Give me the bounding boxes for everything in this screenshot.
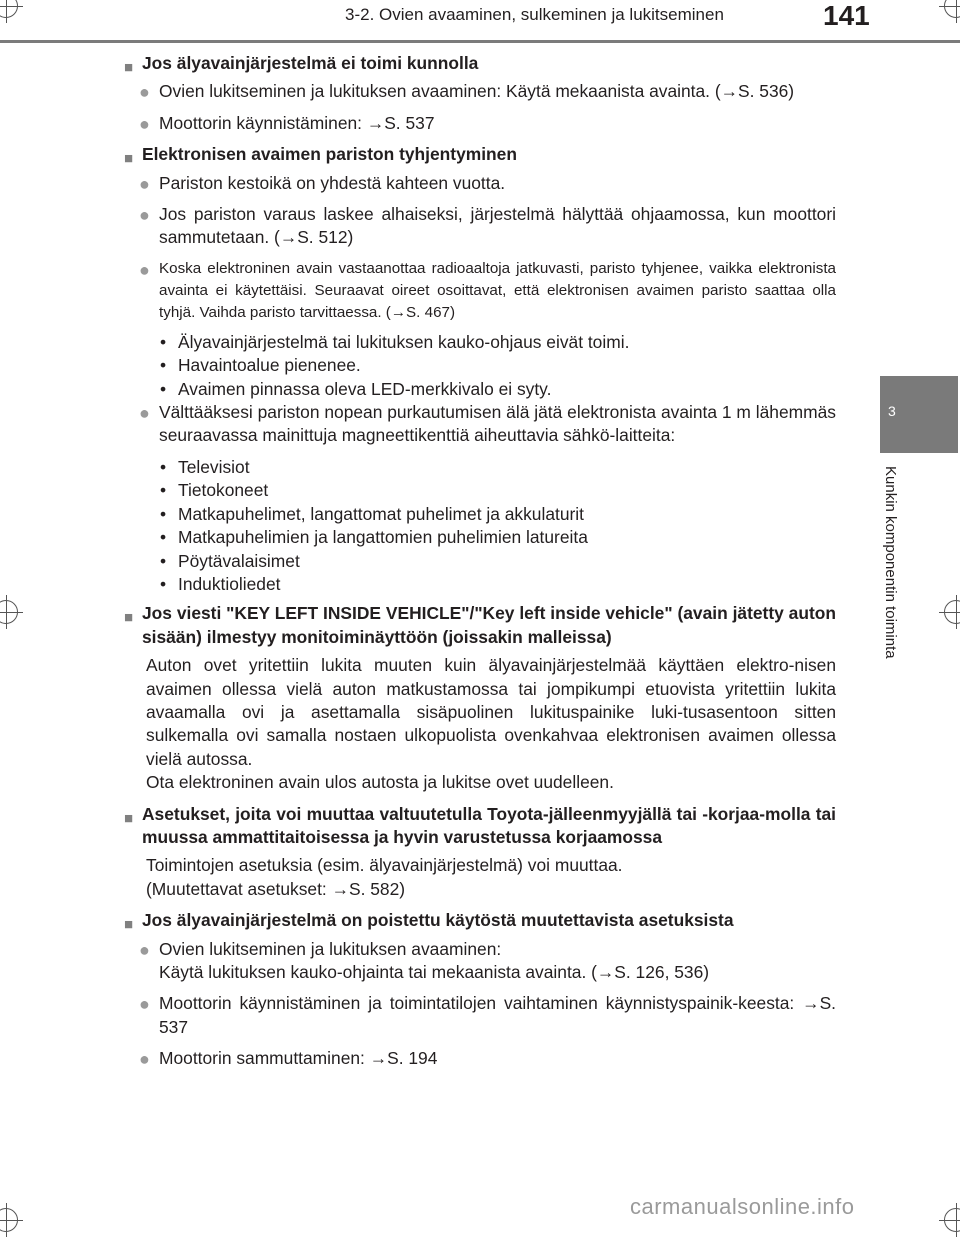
- paragraph: (Muutettavat asetukset: →S. 582): [146, 878, 406, 899]
- section-heading: ■ Jos älyavainjärjestelmä ei toimi kunnolla: [118, 52, 836, 75]
- round-bullet-icon: ●: [139, 113, 150, 134]
- list-item: ● Ovien lukitseminen ja lukituksen avaaminen: Käytä mekaanista avainta. (→S. 536): [118, 80, 836, 103]
- registration-mark-top-right: [944, 0, 960, 18]
- list-item: ● Välttääksesi pariston nopean purkautumisen älä jätä elektronista avainta 1 m lähemmäs seuraavassa mainittuja magneettikenttiä aiheuttavia sähkö-laitteita:: [139, 402, 836, 446]
- small-bullet-icon: •: [160, 503, 167, 524]
- device-item: • Pöytävalaisimet: [118, 550, 836, 573]
- registration-mark-top-left: [0, 0, 18, 18]
- small-bullet-icon: •: [160, 573, 167, 594]
- paragraph: Ota elektroninen avain ulos autosta ja lukitse ovet uudelleen.: [146, 772, 614, 793]
- chapter-number: 3: [888, 403, 896, 419]
- square-bullet-icon: ■: [124, 609, 134, 627]
- section-heading: ■ Jos älyavainjärjestelmä on poistettu käytöstä muutettavista asetuksista: [118, 909, 836, 932]
- small-bullet-icon: •: [160, 355, 167, 376]
- watermark: carmanualsonline.info: [630, 1194, 855, 1219]
- round-bullet-icon: ●: [139, 994, 150, 1015]
- registration-mark-mid-right: [944, 600, 960, 624]
- page-content: [118, 52, 836, 1071]
- list-item: ● Moottorin käynnistäminen ja toimintatilojen vaihtaminen käynnistyspainik-keesta: →S. 537: [139, 993, 836, 1037]
- square-bullet-icon: ■: [124, 916, 134, 934]
- round-bullet-icon: ●: [139, 173, 150, 194]
- device-item: • Televisiot: [118, 456, 836, 479]
- round-bullet-icon: ●: [139, 1049, 150, 1070]
- list-item: ● Moottorin käynnistäminen: →S. 537: [118, 112, 836, 135]
- section-heading: ■ Asetukset, joita voi muuttaa valtuutetulla Toyota-jälleenmyyjällä tai -korjaa-molla tai muussa ammattitaitoisessa ja hyvin varustetussa korjaamossa: [124, 803, 836, 847]
- paragraph: Toimintojen asetuksia (esim. älyavainjärjestelmä) voi muuttaa.: [146, 855, 623, 876]
- registration-mark-mid-left: [0, 600, 18, 624]
- square-bullet-icon: ■: [124, 59, 134, 76]
- section-heading: ■ Jos viesti "KEY LEFT INSIDE VEHICLE"/"Key left inside vehicle" (avain jätetty auton sisään) ilmestyy monitoiminäyttöön (joissakin malleissa): [124, 603, 836, 647]
- registration-mark-bottom-right: [944, 1208, 960, 1232]
- small-bullet-icon: •: [160, 331, 167, 352]
- paragraph: Auton ovet yritettiin lukita muuten kuin älyavainjärjestelmää käyttäen elektro-nisen avaimen ollessa vielä auton matkustamossa tai jompikumpi etuovista yritettiin lukita avaamalla ovi ja asettamalla sisäpuolinen lukituspainike luki-tusasentoon sitten sulkemalla ovi samalla nostaen ulkopuolista ovenkahvaa elektronisen avaimen ollessa vielä autossa.: [146, 655, 836, 769]
- symptom-item: • Havaintoalue pienenee.: [118, 354, 836, 377]
- list-item: ● Koska elektroninen avain vastaanottaa radioaaltoja jatkuvasti, paristo tyhjenee, vaikka elektronista avainta ei käytettäisi. Seuraavat oireet osoittavat, että elektronisen avaimen paristo saattaa olla tyhjä. Vaihda paristo tarvittaessa. (→S. 467): [139, 259, 836, 321]
- header-rule: [0, 40, 960, 43]
- square-bullet-icon: ■: [124, 809, 134, 827]
- device-item: • Matkapuhelimien ja langattomien puhelimien latureita: [118, 526, 836, 549]
- round-bullet-icon: ●: [139, 403, 150, 424]
- list-item: ● Jos pariston varaus laskee alhaiseksi, järjestelmä hälyttää ohjaamossa, kun moottori sammutetaan. (→S. 512): [139, 204, 836, 248]
- symptom-item: • Avaimen pinnassa oleva LED-merkkivalo ei syty.: [118, 378, 836, 401]
- round-bullet-icon: ●: [139, 939, 150, 960]
- round-bullet-icon: ●: [139, 259, 150, 280]
- registration-mark-bottom-left: [0, 1208, 18, 1232]
- small-bullet-icon: •: [160, 527, 167, 548]
- chapter-label: Kunkin komponentin toiminta: [882, 466, 899, 659]
- device-item: • Matkapuhelimet, langattomat puhelimet ja akkulaturit: [118, 503, 836, 526]
- small-bullet-icon: •: [160, 480, 167, 501]
- list-item: ● Ovien lukitseminen ja lukituksen avaaminen: Käytä lukituksen kauko-ohjainta tai mekaanista avainta. (→S. 126, 536): [139, 938, 710, 982]
- device-item: • Tietokoneet: [118, 479, 836, 502]
- symptom-item: • Älyavainjärjestelmä tai lukituksen kauko-ohjaus eivät toimi.: [118, 331, 836, 354]
- running-header: 3-2. Ovien avaaminen, sulkeminen ja lukitseminen: [345, 5, 724, 24]
- page-number: 141: [823, 0, 870, 31]
- square-bullet-icon: ■: [124, 150, 134, 168]
- section-heading: ■ Elektronisen avaimen pariston tyhjentyminen: [118, 143, 836, 166]
- small-bullet-icon: •: [160, 378, 167, 399]
- device-item: • Induktioliedet: [118, 573, 836, 596]
- round-bullet-icon: ●: [139, 205, 150, 226]
- list-item: ● Pariston kestoikä on yhdestä kahteen vuotta.: [118, 172, 836, 195]
- list-item: ● Moottorin sammuttaminen: →S. 194: [118, 1047, 836, 1070]
- small-bullet-icon: •: [160, 456, 167, 477]
- small-bullet-icon: •: [160, 550, 167, 571]
- round-bullet-icon: ●: [139, 82, 150, 103]
